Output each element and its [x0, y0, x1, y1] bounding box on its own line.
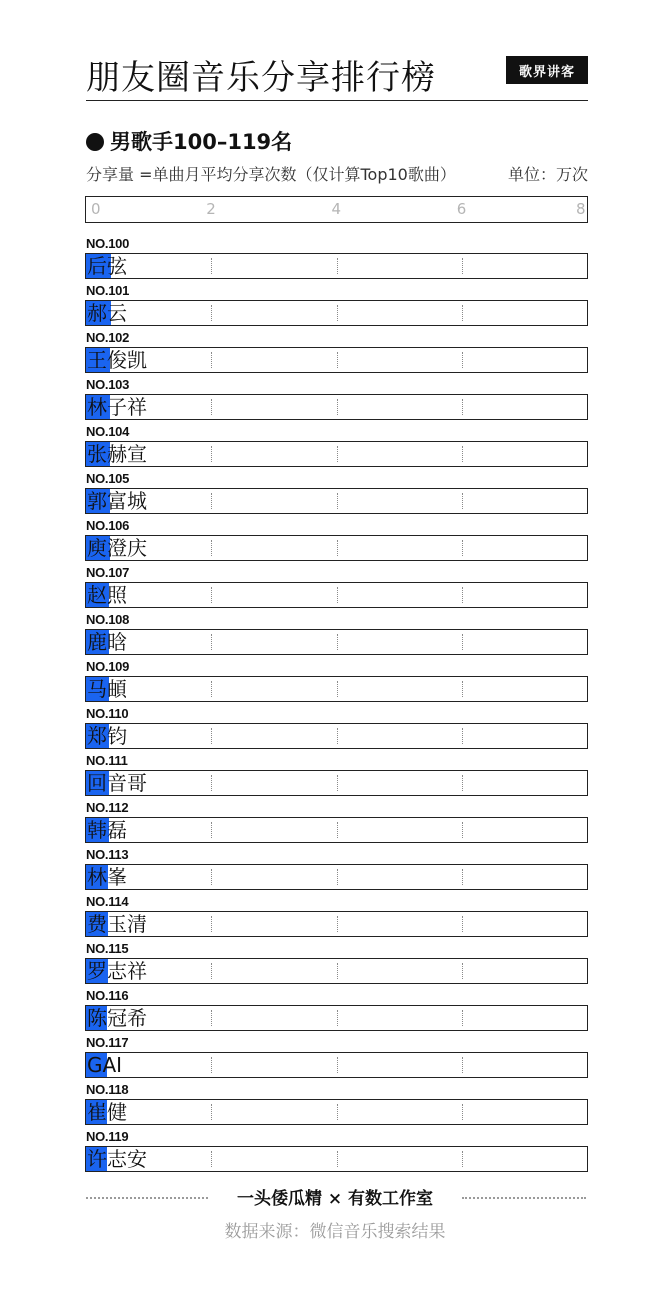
- singer-name: 王俊凯: [87, 348, 147, 372]
- gridline: [211, 399, 212, 415]
- rank-label: NO.119: [86, 1129, 129, 1144]
- gridline: [337, 1151, 338, 1167]
- gridline: [211, 352, 212, 368]
- gridline: [337, 446, 338, 462]
- x-tick-label: 8: [576, 200, 586, 218]
- singer-name: 韩磊: [87, 818, 127, 842]
- gridline: [337, 305, 338, 321]
- gridline: [337, 1057, 338, 1073]
- gridline: [211, 446, 212, 462]
- gridline: [462, 963, 463, 979]
- rank-label: NO.114: [86, 894, 129, 909]
- singer-name: 郝云: [87, 301, 127, 325]
- bar-row: [85, 1146, 588, 1172]
- gridline: [337, 587, 338, 603]
- gridline: [462, 822, 463, 838]
- gridline: [337, 634, 338, 650]
- gridline: [462, 916, 463, 932]
- gridline: [337, 258, 338, 274]
- bar-row: [85, 911, 588, 937]
- gridline: [337, 1010, 338, 1026]
- singer-name: 马頔: [87, 677, 127, 701]
- gridline: [337, 352, 338, 368]
- singer-name: 张赫宣: [87, 442, 147, 466]
- gridline: [211, 681, 212, 697]
- gridline: [462, 775, 463, 791]
- singer-name: 郑钧: [87, 724, 127, 748]
- gridline: [462, 587, 463, 603]
- footer-credit: 一头倭瓜精 × 有数工作室: [236, 1189, 434, 1209]
- singer-name: 许志安: [87, 1147, 147, 1171]
- gridline: [462, 728, 463, 744]
- singer-name: 后弦: [87, 254, 127, 278]
- bar-row: [85, 300, 588, 326]
- singer-name: 回音哥: [87, 771, 147, 795]
- singer-name: 赵照: [87, 583, 127, 607]
- rank-label: NO.118: [86, 1082, 129, 1097]
- gridline: [211, 728, 212, 744]
- gridline: [211, 963, 212, 979]
- gridline: [337, 493, 338, 509]
- gridline: [462, 446, 463, 462]
- gridline: [337, 1104, 338, 1120]
- gridline: [337, 869, 338, 885]
- gridline: [337, 963, 338, 979]
- page-title: 朋友圈音乐分享排行榜: [86, 58, 436, 98]
- gridline: [337, 775, 338, 791]
- note-definition: 分享量 =单曲月平均分享次数（仅计算Top10歌曲）: [86, 165, 456, 184]
- rank-label: NO.115: [86, 941, 129, 956]
- bar-row: [85, 770, 588, 796]
- gridline: [462, 258, 463, 274]
- rank-label: NO.103: [86, 377, 130, 392]
- footer-source: 数据来源：微信音乐搜索结果: [224, 1222, 446, 1242]
- x-tick-label: 4: [331, 200, 342, 218]
- singer-name: 鹿晗: [87, 630, 127, 654]
- gridline: [211, 1057, 212, 1073]
- rank-label: NO.110: [86, 706, 129, 721]
- gridline: [211, 305, 212, 321]
- gridline: [337, 728, 338, 744]
- singer-name: 林峯: [87, 865, 127, 889]
- rank-label: NO.112: [86, 800, 129, 815]
- bar-row: [85, 1005, 588, 1031]
- rank-label: NO.101: [86, 283, 130, 298]
- singer-name: 罗志祥: [87, 959, 147, 983]
- x-tick-label: 0: [91, 200, 101, 218]
- x-tick-label: 6: [456, 200, 467, 218]
- gridline: [337, 681, 338, 697]
- gridline: [211, 822, 212, 838]
- gridline: [211, 258, 212, 274]
- rank-label: NO.105: [86, 471, 130, 486]
- gridline: [462, 540, 463, 556]
- gridline: [462, 634, 463, 650]
- gridline: [211, 1104, 212, 1120]
- gridline: [337, 916, 338, 932]
- singer-name: 陈冠希: [87, 1006, 147, 1030]
- bar-row: [85, 864, 588, 890]
- bar-row: [85, 441, 588, 467]
- gridline: [337, 540, 338, 556]
- singer-name: 庾澄庆: [87, 536, 147, 560]
- bar-row: [85, 582, 588, 608]
- bar-row: [85, 347, 588, 373]
- rank-label: NO.108: [86, 612, 130, 627]
- bar-row: [85, 394, 588, 420]
- bar-row: [85, 676, 588, 702]
- rank-label: NO.117: [86, 1035, 129, 1050]
- note-unit: 单位：万次: [507, 165, 588, 184]
- gridline: [462, 352, 463, 368]
- gridline: [211, 634, 212, 650]
- gridline: [211, 775, 212, 791]
- gridline: [211, 1151, 212, 1167]
- brand-logo: 歌界讲客: [506, 56, 588, 84]
- rank-label: NO.106: [86, 518, 130, 533]
- gridline: [462, 1010, 463, 1026]
- gridline: [462, 681, 463, 697]
- gridline: [462, 399, 463, 415]
- bar-row: [85, 723, 588, 749]
- gridline: [462, 1057, 463, 1073]
- singer-name: 郭富城: [87, 489, 147, 513]
- bar-row: [85, 1052, 588, 1078]
- rank-label: NO.100: [86, 236, 130, 251]
- bar-row: [85, 535, 588, 561]
- bar-row: [85, 488, 588, 514]
- gridline: [211, 493, 212, 509]
- gridline: [211, 916, 212, 932]
- bar-row: [85, 817, 588, 843]
- bar-row: [85, 629, 588, 655]
- rank-label: NO.107: [86, 565, 130, 580]
- gridline: [462, 493, 463, 509]
- rank-label: NO.116: [86, 988, 129, 1003]
- bar-row: [85, 1099, 588, 1125]
- rank-label: NO.111: [86, 753, 128, 768]
- rank-label: NO.104: [86, 424, 130, 439]
- bar-row: [85, 958, 588, 984]
- rank-label: NO.102: [86, 330, 130, 345]
- gridline: [337, 822, 338, 838]
- gridline: [211, 1010, 212, 1026]
- gridline: [337, 399, 338, 415]
- gridline: [462, 1151, 463, 1167]
- gridline: [462, 1104, 463, 1120]
- gridline: [211, 869, 212, 885]
- rank-label: NO.113: [86, 847, 129, 862]
- x-tick-label: 2: [206, 200, 216, 218]
- rank-label: NO.109: [86, 659, 130, 674]
- singer-name: 费玉清: [87, 912, 147, 936]
- gridline: [211, 587, 212, 603]
- gridline: [462, 869, 463, 885]
- gridline: [462, 305, 463, 321]
- singer-name: 崔健: [87, 1100, 127, 1124]
- gridline: [211, 540, 212, 556]
- bar-row: [85, 253, 588, 279]
- singer-name: GAI: [87, 1053, 123, 1077]
- singer-name: 林子祥: [87, 395, 147, 419]
- section-heading-text: 男歌手100–119名: [110, 130, 293, 154]
